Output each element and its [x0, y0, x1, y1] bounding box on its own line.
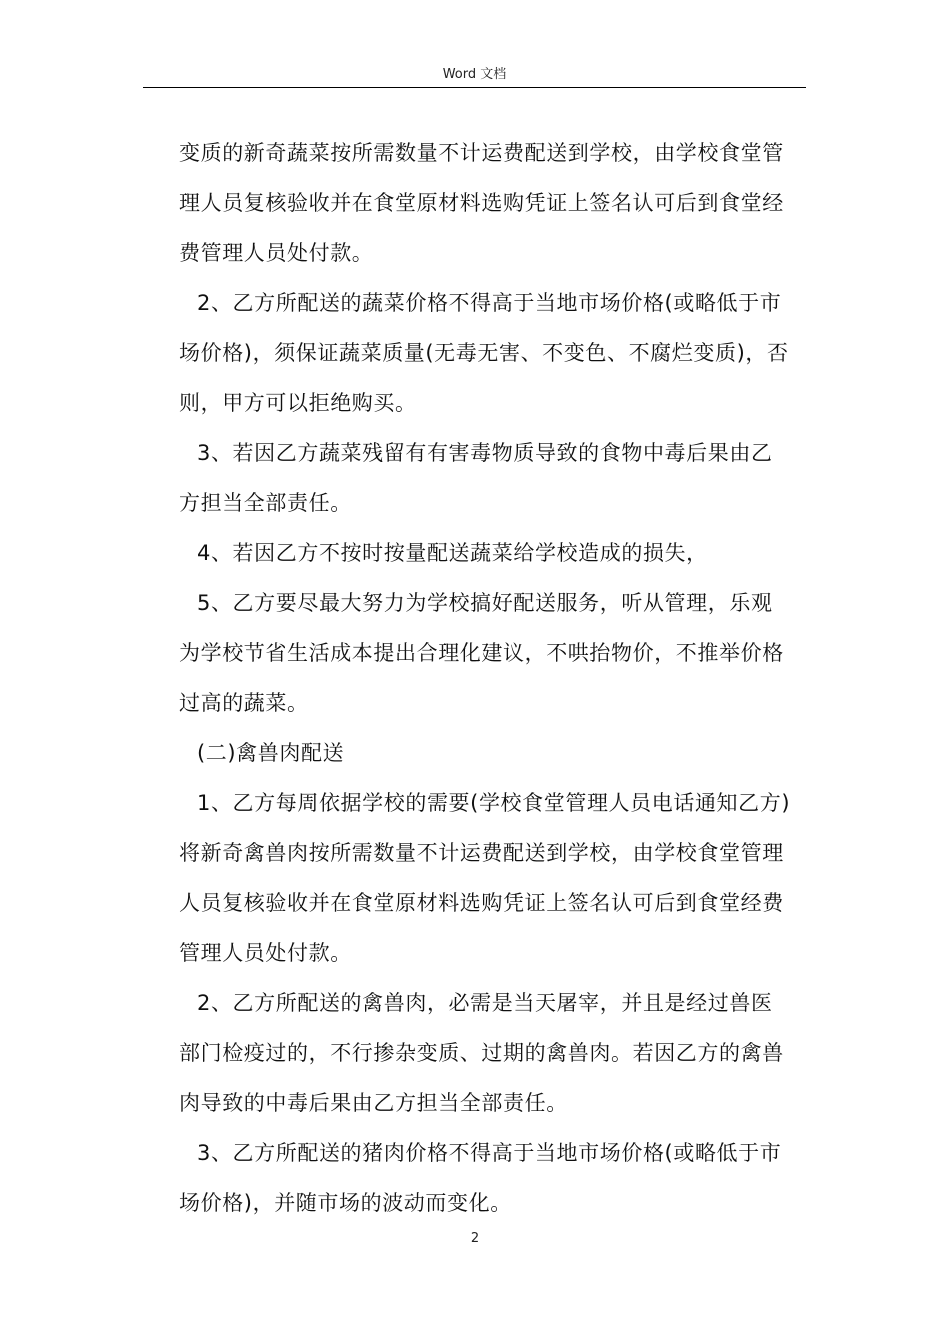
text-line: 为学校节省生活成本提出合理化建议，不哄抬物价，不推举价格 — [179, 641, 784, 665]
text-line: 1、乙方每周依据学校的需要(学校食堂管理人员电话通知乙方) — [197, 791, 791, 815]
text-line: 场价格)，须保证蔬菜质量(无毒无害、不变色、不腐烂变质)，否 — [179, 341, 789, 365]
text-line: 则，甲方可以拒绝购买。 — [179, 391, 417, 415]
section-heading: (二)禽兽肉配送 — [197, 741, 345, 765]
text-line: 人员复核验收并在食堂原材料选购凭证上签名认可后到食堂经费 — [179, 891, 784, 915]
text-line: 将新奇禽兽肉按所需数量不计运费配送到学校，由学校食堂管理 — [179, 841, 784, 865]
header-divider — [143, 87, 806, 88]
text-line: 3、乙方所配送的猪肉价格不得高于当地市场价格(或略低于市 — [197, 1141, 782, 1165]
text-line: 场价格)，并随市场的波动而变化。 — [179, 1191, 512, 1215]
text-line: 2、乙方所配送的蔬菜价格不得高于当地市场价格(或略低于市 — [197, 291, 782, 315]
text-line: 3、若因乙方蔬菜残留有有害毒物质导致的食物中毒后果由乙 — [197, 441, 773, 465]
page-number: 2 — [470, 1231, 480, 1246]
document-body — [179, 128, 807, 1228]
text-line: 变质的新奇蔬菜按所需数量不计运费配送到学校，由学校食堂管 — [179, 141, 784, 165]
text-line: 方担当全部责任。 — [179, 491, 352, 515]
text-line: 5、乙方要尽最大努力为学校搞好配送服务，听从管理，乐观 — [197, 591, 773, 615]
text-line: 2、乙方所配送的禽兽肉，必需是当天屠宰，并且是经过兽医 — [197, 991, 773, 1015]
text-line: 理人员复核验收并在食堂原材料选购凭证上签名认可后到食堂经 — [179, 191, 784, 215]
text-line: 4、若因乙方不按时按量配送蔬菜给学校造成的损失， — [197, 541, 708, 565]
text-line: 部门检疫过的，不行掺杂变质、过期的禽兽肉。若因乙方的禽兽 — [179, 1041, 784, 1065]
text-line: 肉导致的中毒后果由乙方担当全部责任。 — [179, 1091, 568, 1115]
page-header-title: Word 文档 — [442, 67, 507, 82]
text-line: 管理人员处付款。 — [179, 941, 352, 965]
text-line: 费管理人员处付款。 — [179, 241, 374, 265]
text-line: 过高的蔬菜。 — [179, 691, 309, 715]
